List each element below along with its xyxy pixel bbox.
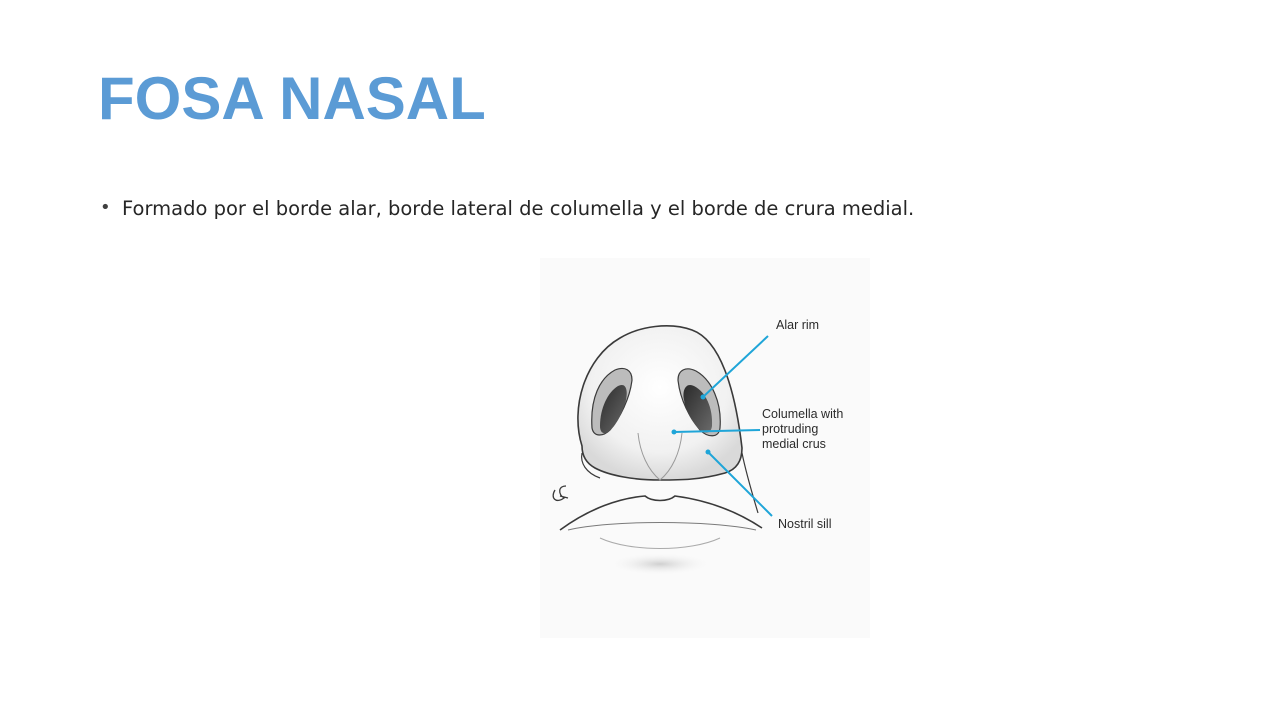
label-columella-line3: medial crus: [762, 437, 826, 451]
label-alar-rim: Alar rim: [776, 318, 820, 332]
nose-anatomy-figure: [520, 258, 880, 648]
label-columella-line2: protruding: [762, 422, 819, 436]
slide-title: FOSA NASAL: [98, 65, 486, 132]
bullet-item: [100, 196, 914, 221]
chin-shadow: [605, 552, 715, 576]
nose-diagram: [520, 258, 880, 648]
columella-dot: [672, 430, 677, 435]
alar-rim-dot: [701, 395, 706, 400]
nostril-sill-dot: [706, 450, 711, 455]
bullet-icon: •: [100, 197, 111, 218]
bullet-text: Formado por el borde alar, borde lateral de columella y el borde de crura medial.: [122, 197, 915, 220]
label-columella-line1: Columella with: [762, 407, 844, 421]
bullet-list: [100, 196, 914, 221]
label-nostril-sill: Nostril sill: [778, 517, 832, 531]
